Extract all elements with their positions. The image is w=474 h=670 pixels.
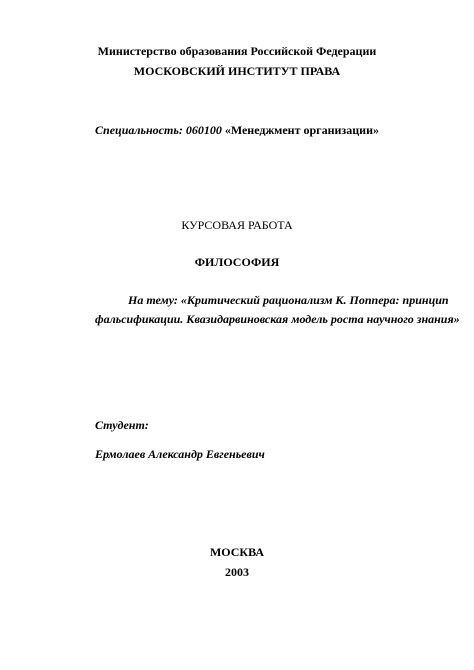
student-name: Ермолаев Александр Евгеньевич	[95, 447, 265, 461]
city: МОСКВА	[209, 545, 265, 559]
topic-line-2: фальсификации. Квазидарвиновская модель роста научного знания»	[95, 312, 460, 326]
year: 2003	[225, 565, 249, 579]
ministry-heading: Министерство образования Российской Федерации	[97, 44, 377, 58]
institute-heading: МОСКОВСКИЙ ИНСТИТУТ ПРАВА	[133, 64, 341, 78]
specialty-line	[0, 123, 474, 137]
work-type: КУРСОВАЯ РАБОТА	[181, 218, 293, 232]
topic-line-1: На тему: «Критический рационализм К. Поппера: принцип	[128, 293, 449, 307]
subject-title: ФИЛОСОФИЯ	[194, 255, 280, 269]
specialty-label: Специальность: 060100	[95, 123, 222, 137]
student-label: Студент:	[95, 418, 149, 432]
specialty-name: «Менеджмент организации»	[224, 123, 379, 137]
